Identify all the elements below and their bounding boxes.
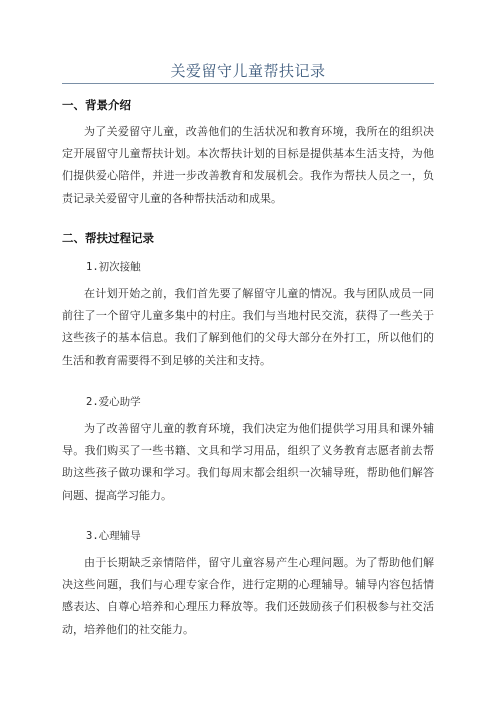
section-heading-background: 一、背景介绍 [62, 98, 131, 112]
section-heading-process: 二、帮扶过程记录 [62, 231, 154, 245]
subheading-study-support: 2.爱心助学 [86, 396, 141, 408]
paragraph-background: 为了关爱留守儿童，改善他们的生活状况和教育环境，我所在的组织决定开展留守儿童帮扶计划。本次帮扶计划的目标是提供基本生活支持，为他们提供爱心陪伴，并进一步改善教育和发展机会。我作为帮扶人员之一，负责记录关爱留守儿童的各种帮扶活动和成果。 [62, 125, 434, 205]
paragraph-counseling: 由于长期缺乏亲情陪伴，留守儿童容易产生心理问题。为了帮助他们解决这些问题，我们与心理专家合作，进行定期的心理辅导。辅导内容包括情感表达、自尊心培养和心理压力释放等。我们还鼓励孩子们积极参与社交活动，培养他们的社交能力。 [62, 556, 434, 636]
paragraph-first-contact: 在计划开始之前，我们首先要了解留守儿童的情况。我与团队成员一同前往了一个留守儿童多集中的村庄。我们与当地村民交流，获得了一些关于这些孩子的基本信息。我们了解到他们的父母大部分在外打工，所以他们的生活和教育需要得不到足够的关注和支持。 [62, 287, 434, 367]
document-title: 关爱留守儿童帮扶记录 [170, 62, 326, 80]
subheading-counseling: 3.心理辅导 [86, 530, 141, 542]
subheading-first-contact: 1.初次接触 [86, 261, 141, 273]
paragraph-study-support: 为了改善留守儿童的教育环境，我们决定为他们提供学习用具和课外辅导。我们购买了一些书籍、文具和学习用品，组织了义务教育志愿者前去帮助这些孩子做功课和学习。我们每周末都会组织一次辅导班，帮助他们解答问题、提高学习能力。 [62, 422, 434, 502]
title-divider [62, 83, 434, 84]
